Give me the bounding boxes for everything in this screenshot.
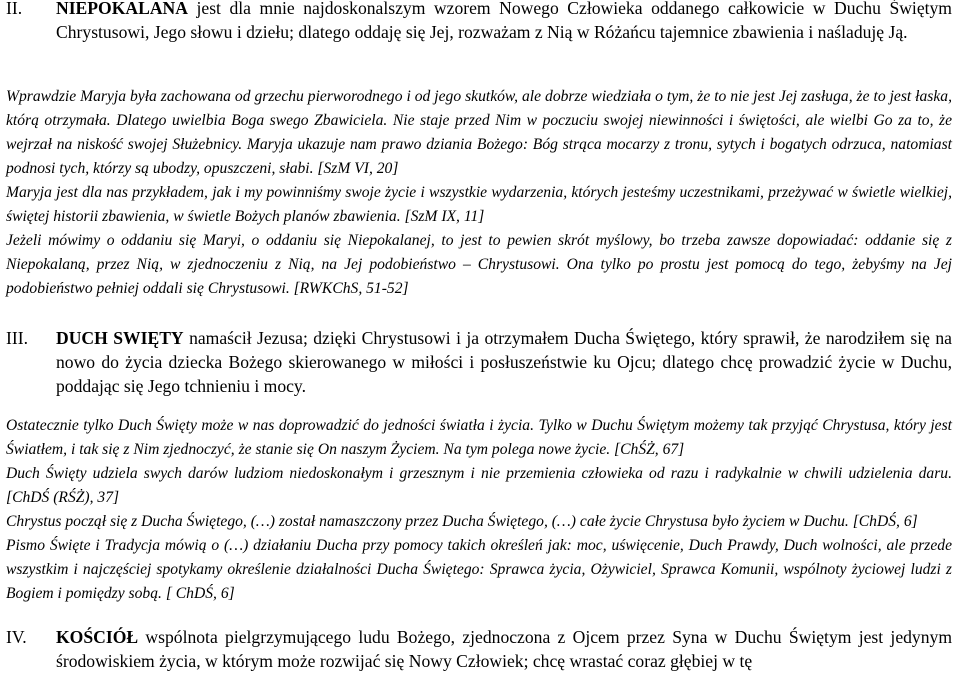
section-number: II. xyxy=(6,0,23,18)
section-number: III. xyxy=(6,328,28,348)
section-heading: NIEPOKALANA xyxy=(56,0,188,18)
commentary-paragraph: Ostatecznie tylko Duch Święty może w nas doprowadzić do jedności światła i życia. Tylko w Duchu Świętym możemy tak przyjąć Chrystusa, który jest Światłem, i tak się z Nim zjednoczyć, że stanie się On naszym Życiem. Na tym polega nowe życie. [ChŚŻ, 67] xyxy=(6,417,952,458)
section-text: wspólnota pielgrzymującego ludu Bożego, zjednoczona z Ojcem przez Syna w Duchu Świętym jest jedynym środowiskiem życia, w którym może rozwijać się Nowy Człowiek; chcę wrastać coraz głębiej w tę xyxy=(56,627,952,671)
section-text: namaścił Jezusa; dzięki Chrystusowi i ja otrzymałem Ducha Świętego, który sprawił, że narodziłem się na nowo do życia dziecka Bożego skierowanego w miłości i posłuszeństwie ku Ojcu; dlatego chcę prowadzić życie w Duchu, poddając się Jego tchnieniu i mocy. xyxy=(56,328,952,396)
section-iv xyxy=(6,625,952,673)
section-body xyxy=(56,0,952,44)
section-number: IV. xyxy=(6,627,27,647)
commentary-paragraph: Wprawdzie Maryja była zachowana od grzechu pierworodnego i od jego skutków, ale dobrze wiedziała o tym, że to nie jest Jej zasługa, że to jest łaska, którą otrzymała. Dlatego uwielbia Boga swego Zbawiciela. Nie staje przed Nim w poczuciu swojej niewinności i świętości, ale wielbi Go za to, że wejrzał na niskość swojej Służebnicy. Maryja ukazuje nam prawo dziania Bożego: Bóg strąca mocarzy z tronu, sytych i bogatych odrzuca, natomiast podnosi tych, którzy są ubodzy, opuszczeni, słabi. [SzM VI, 20] xyxy=(6,88,952,177)
section-ii xyxy=(6,0,952,44)
commentary-paragraph: Pismo Święte i Tradycja mówią o (…) działaniu Ducha przy pomocy takich określeń jak: moc, uświęcenie, Duch Prawdy, Duch wolności, ale przede wszystkim i najczęściej spotykamy określenie działalności Ducha Świętego: Sprawca życia, Ożywiciel, Sprawca Komunii, wspólnoty życiowej ludzi z Bogiem i pomiędzy sobą. [ ChDŚ, 6] xyxy=(6,537,952,602)
section-heading: DUCH SWIĘTY xyxy=(56,328,184,348)
section-heading: KOŚCIÓŁ xyxy=(56,627,139,647)
section-body xyxy=(56,326,952,398)
commentary-paragraph: Jeżeli mówimy o oddaniu się Maryi, o oddaniu się Niepokalanej, to jest to pewien skrót myślowy, bo trzeba zawsze dopowiadać: oddanie się z Niepokalaną, przez Nią, w zjednoczeniu z Nią, na Jej podobieństwo – Chrystusowi. Ona tylko po prostu jest pomocą do tego, żebyśmy na Jej podobieństwo pełniej oddali się Chrystusowi. [RWKChS, 51-52] xyxy=(6,232,952,297)
commentary-block-iii xyxy=(6,414,952,606)
commentary-paragraph: Duch Święty udziela swych darów ludziom niedoskonałym i grzesznym i nie przemienia człowieka od razu i radykalnie w chwili udzielenia daru. [ChDŚ (RŚŻ), 37] xyxy=(6,465,952,506)
commentary-paragraph: Chrystus począł się z Ducha Świętego, (…) został namaszczony przez Ducha Świętego, (…) całe życie Chrystusa było życiem w Duchu. [ChDŚ, 6] xyxy=(6,513,918,530)
commentary-block-ii xyxy=(6,85,952,301)
section-body xyxy=(56,625,952,673)
section-text: jest dla mnie najdoskonalszym wzorem Nowego Człowieka oddanego całkowicie w Duchu Świętym Chrystusowi, Jego słowu i dziełu; dlatego oddaję się Jej, rozważam z Nią w Różańcu tajemnice zbawienia i naśladuję Ją. xyxy=(56,0,952,42)
commentary-paragraph: Maryja jest dla nas przykładem, jak i my powinniśmy swoje życie i wszystkie wydarzenia, których jesteśmy uczestnikami, przeżywać w świetle wielkiej, świętej historii zbawienia, w świetle Bożych planów zbawienia. [SzM IX, 11] xyxy=(6,184,952,225)
section-iii xyxy=(6,326,952,398)
